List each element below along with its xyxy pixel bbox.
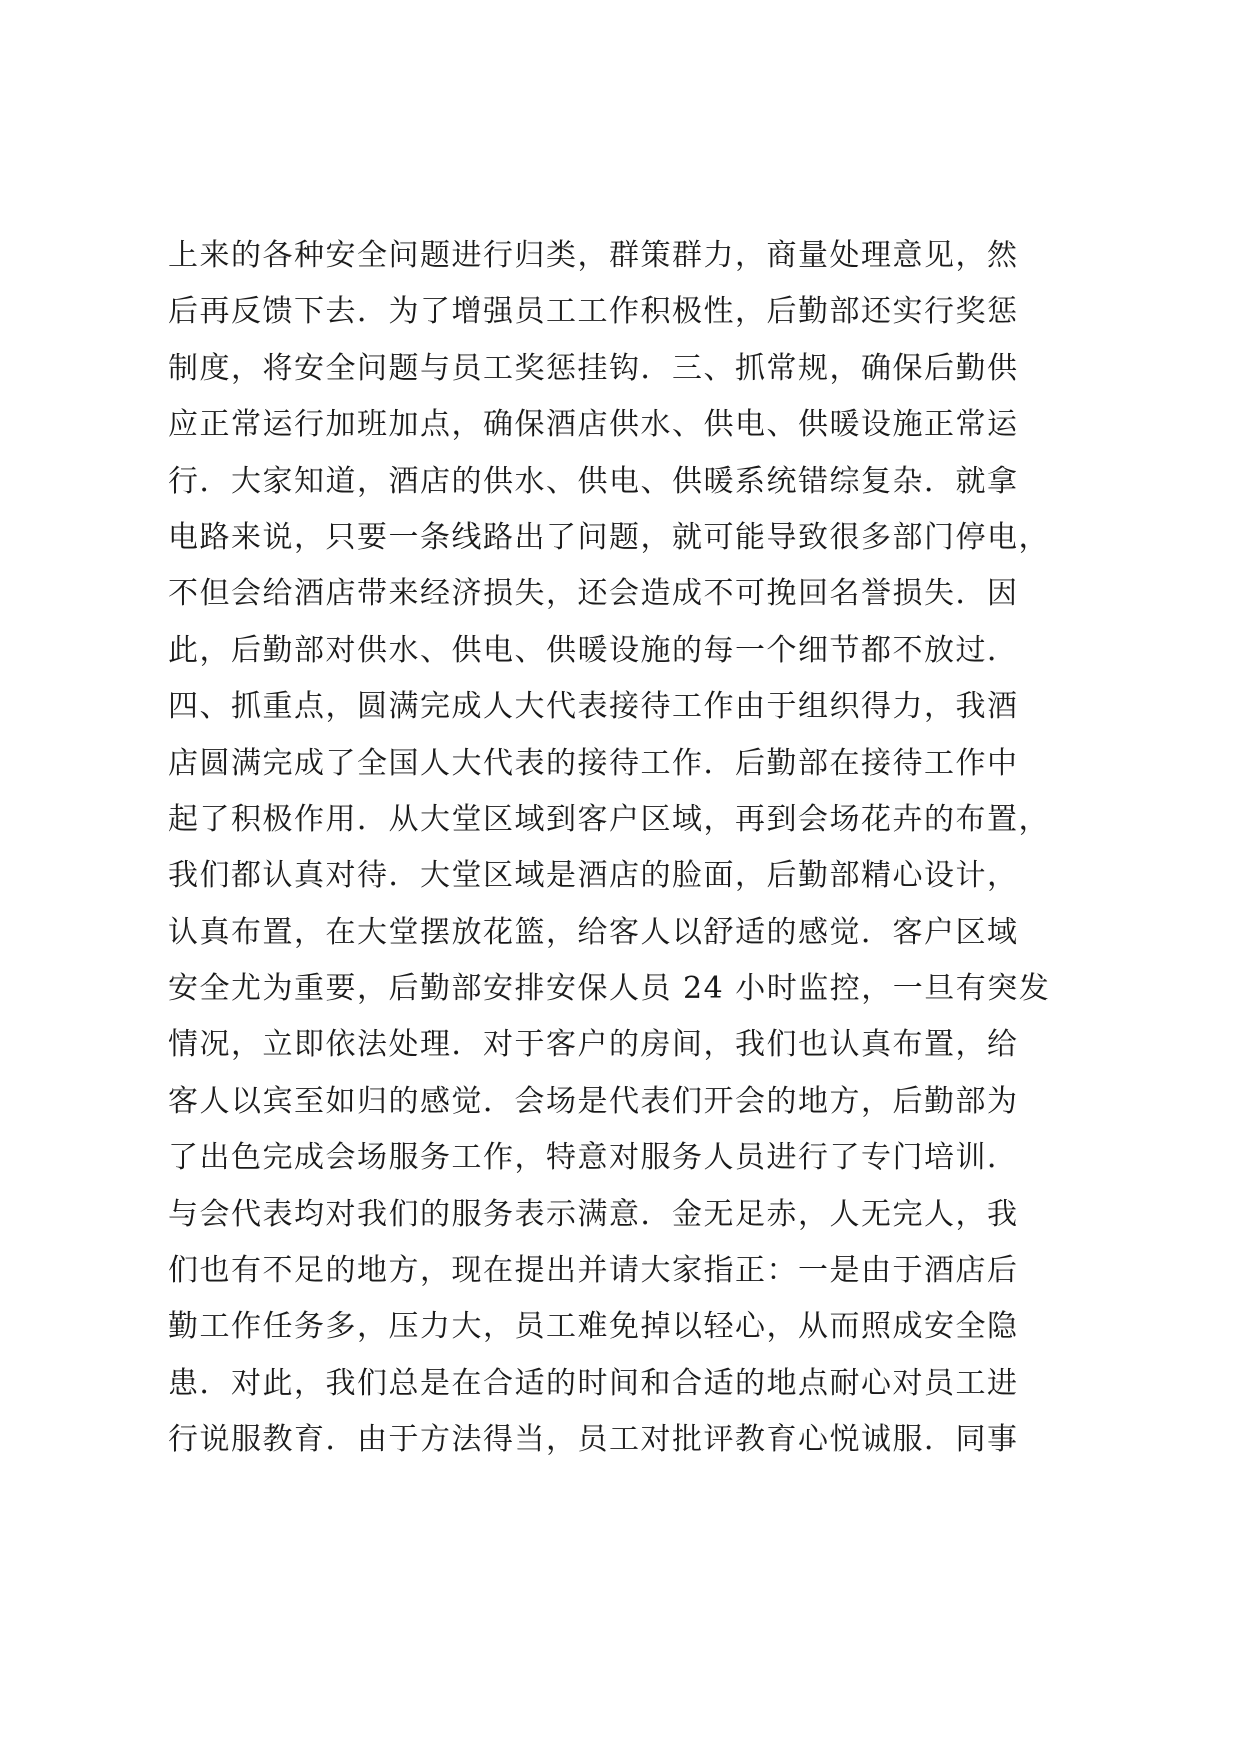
text-line: 勤工作任务多，压力大，员工难免掉以轻心，从而照成安全隐 xyxy=(168,1309,1019,1345)
document-body xyxy=(168,228,1088,1469)
text-line: 不但会给酒店带来经济损失，还会造成不可挽回名誉损失．因 xyxy=(168,576,1019,612)
text-line: 行．大家知道，酒店的供水、供电、供暖系统错综复杂．就拿 xyxy=(168,463,1019,499)
text-line: 后再反馈下去．为了增强员工工作积极性，后勤部还实行奖惩 xyxy=(168,294,1019,330)
text-line: 制度，将安全问题与员工奖惩挂钩．三、抓常规，确保后勤供 xyxy=(168,350,1019,386)
text-line: 电路来说，只要一条线路出了问题，就可能导致很多部门停电， xyxy=(168,519,1050,555)
text-line: 情况，立即依法处理．对于客户的房间，我们也认真布置，给 xyxy=(168,1027,1019,1063)
text-line: 认真布置，在大堂摆放花篮，给客人以舒适的感觉．客户区域 xyxy=(168,914,1019,950)
text-line: 与会代表均对我们的服务表示满意．金无足赤，人无完人，我 xyxy=(168,1196,1019,1232)
text-line: 店圆满完成了全国人大代表的接待工作．后勤部在接待工作中 xyxy=(168,745,1019,781)
text-line: 了出色完成会场服务工作，特意对服务人员进行了专门培训． xyxy=(168,1140,1019,1176)
text-line: 客人以宾至如归的感觉．会场是代表们开会的地方，后勤部为 xyxy=(168,1083,1019,1119)
text-line: 患．对此，我们总是在合适的时间和合适的地点耐心对员工进 xyxy=(168,1365,1019,1401)
text-line: 四、抓重点，圆满完成人大代表接待工作由于组织得力，我酒 xyxy=(168,689,1019,725)
text-line: 我们都认真对待．大堂区域是酒店的脸面，后勤部精心设计， xyxy=(168,858,1019,894)
text-line: 起了积极作用．从大堂区域到客户区域，再到会场花卉的布置， xyxy=(168,801,1050,837)
text-line: 上来的各种安全问题进行归类，群策群力，商量处理意见，然 xyxy=(168,238,1019,273)
text-line: 此，后勤部对供水、供电、供暖设施的每一个细节都不放过． xyxy=(168,632,1019,668)
text-line: 们也有不足的地方，现在提出并请大家指正：一是由于酒店后 xyxy=(168,1253,1019,1289)
text-line: 应正常运行加班加点，确保酒店供水、供电、供暖设施正常运 xyxy=(168,407,1019,443)
text-line: 安全尤为重要，后勤部安排安保人员 24 小时监控，一旦有突发 xyxy=(168,971,1051,1007)
text-line: 行说服教育．由于方法得当，员工对批评教育心悦诚服．同事 xyxy=(168,1422,1019,1458)
